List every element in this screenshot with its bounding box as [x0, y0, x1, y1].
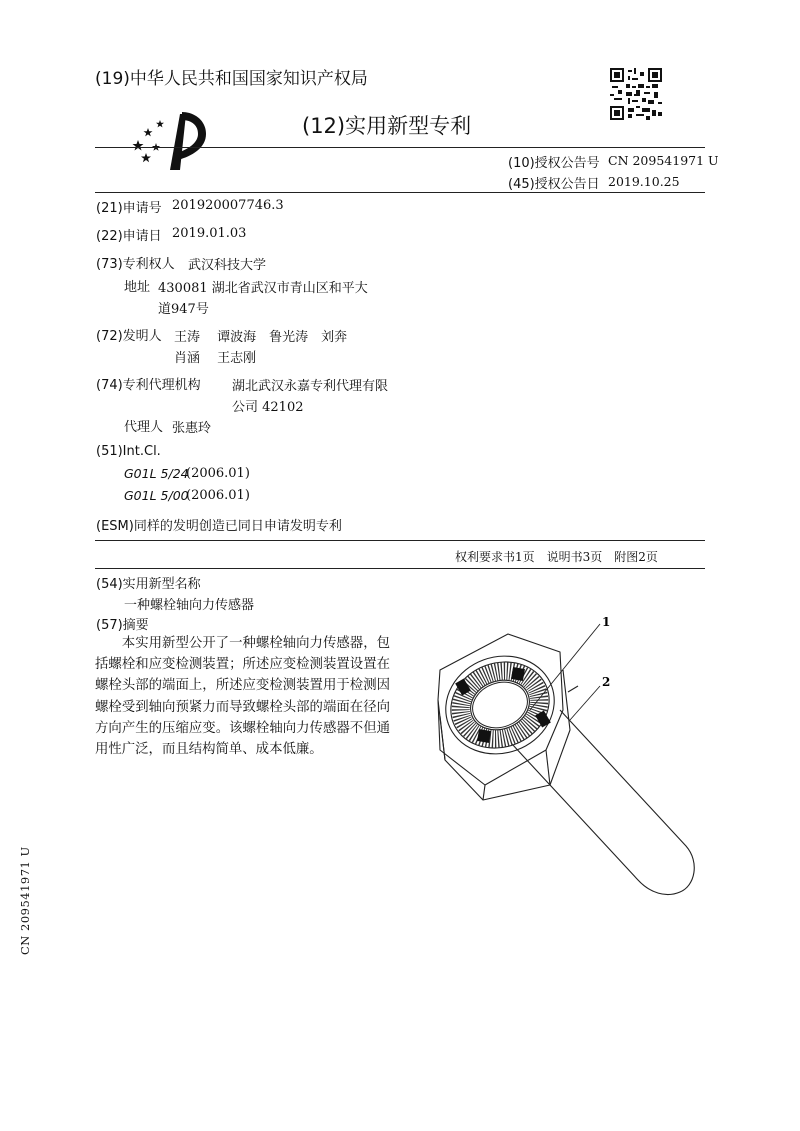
- section-rule-1: [95, 540, 705, 541]
- ipc2-version: (2006.01): [186, 488, 250, 503]
- cnipa-logo: [130, 108, 210, 174]
- ipc-label: (51)Int.Cl.: [96, 444, 161, 459]
- callout-2: 2: [602, 675, 611, 689]
- agency-line2: 公司 42102: [232, 400, 304, 415]
- abstract-text: 本实用新型公开了一种螺栓轴向力传感器，包括螺栓和应变检测装置；所述应变检测装置设置在螺栓头部的端面上，所述应变检测装置用于检测因螺栓受到轴向预紧力而导致螺栓头部的端面在径向方向产生的压缩应变。该螺栓轴向力传感器不但通用性广泛，而且结构简单、成本低廉。: [95, 636, 390, 758]
- ipc2-code: G01L 5/00: [124, 488, 189, 503]
- qr-code: [610, 68, 662, 120]
- pub-date-label: (45)授权公告日: [508, 177, 600, 192]
- patentee-label: (73)专利权人: [96, 257, 175, 272]
- header-rule-bottom: [95, 192, 705, 193]
- header-rule-top: [95, 147, 705, 148]
- inventors-label: (72)发明人: [96, 329, 162, 344]
- page-counts: 权利要求书1页 说明书3页 附图2页: [455, 550, 658, 564]
- agent: 张惠玲: [172, 421, 212, 436]
- app-date: 2019.01.03: [172, 226, 247, 241]
- pub-no-label: (10)授权公告号: [508, 156, 600, 171]
- inventors-line1: 王涛 谭波海 鲁光涛 刘奔: [174, 330, 348, 345]
- address-line2: 道947号: [158, 302, 209, 317]
- app-no-label: (21)申请号: [96, 201, 162, 216]
- ipc1-version: (2006.01): [186, 466, 250, 481]
- title-label: (54)实用新型名称: [96, 577, 201, 592]
- section-rule-2: [95, 568, 705, 569]
- app-no: 201920007746.3: [172, 198, 284, 213]
- agency-line1: 湖北武汉永嘉专利代理有限: [232, 379, 389, 394]
- document-type: (12)实用新型专利: [302, 114, 472, 138]
- pub-date: 2019.10.25: [608, 174, 680, 189]
- side-pub-no: CN 209541971 U: [18, 846, 32, 955]
- inventors-line2: 肖涵 王志刚: [174, 351, 257, 366]
- patentee: 武汉科技大学: [188, 258, 267, 273]
- bolt-figure: [400, 600, 720, 910]
- ipc1-code: G01L 5/24: [124, 466, 189, 481]
- agent-label: 代理人: [124, 420, 164, 435]
- abstract-label: (57)摘要: [96, 618, 149, 633]
- office-name: (19)中华人民共和国国家知识产权局: [95, 69, 368, 89]
- utility-model-title: 一种螺栓轴向力传感器: [124, 598, 255, 613]
- app-date-label: (22)申请日: [96, 229, 162, 244]
- esm-note: (ESM)同样的发明创造已同日申请发明专利: [96, 519, 342, 534]
- pub-no: CN 209541971 U: [608, 153, 719, 168]
- callout-1: 1: [602, 615, 611, 629]
- address-line1: 430081 湖北省武汉市青山区和平大: [158, 281, 368, 296]
- address-label: 地址: [124, 280, 151, 295]
- agency-label: (74)专利代理机构: [96, 378, 201, 393]
